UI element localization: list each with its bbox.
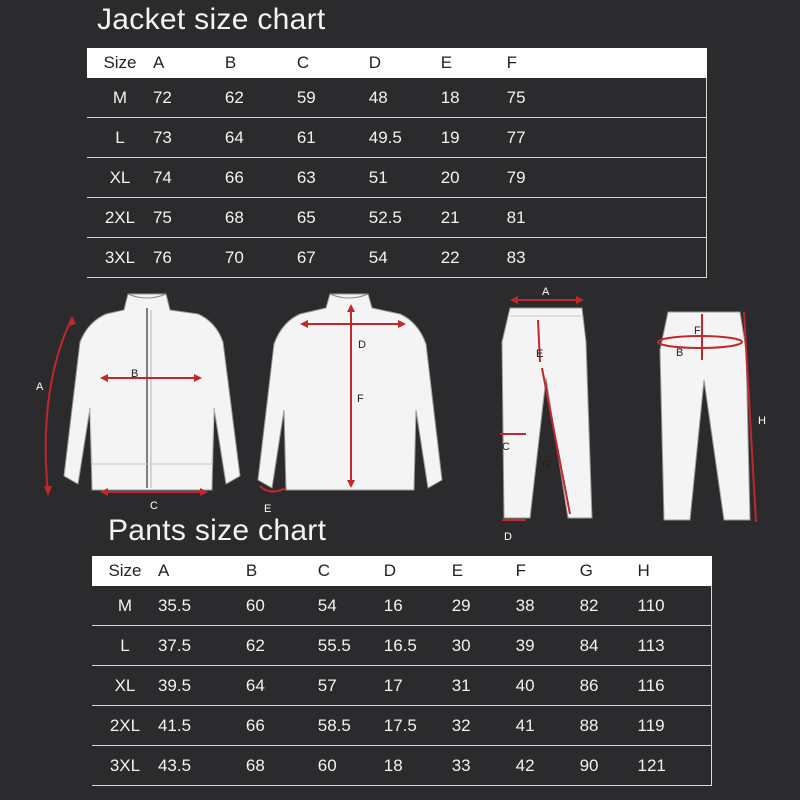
value-cell: 39 — [516, 626, 580, 666]
size-cell: L — [87, 118, 153, 158]
value-cell: 18 — [384, 746, 452, 786]
value-cell: 68 — [246, 746, 318, 786]
pants-table-header — [92, 556, 712, 586]
size-cell: XL — [92, 666, 158, 706]
table-row — [87, 238, 707, 278]
value-cell: 60 — [246, 586, 318, 626]
value-cell: 90 — [580, 746, 638, 786]
size-cell: 2XL — [92, 706, 158, 746]
label-b-pants: B — [676, 347, 684, 359]
value-cell: 30 — [452, 626, 516, 666]
table-row — [87, 78, 707, 118]
label-b: B — [131, 368, 139, 380]
label-f: F — [357, 393, 364, 405]
value-cell: 41 — [516, 706, 580, 746]
table-row — [92, 706, 712, 746]
pants-size-table — [92, 556, 712, 786]
value-cell: 18 — [441, 78, 507, 118]
table-row — [92, 626, 712, 666]
value-cell: 64 — [246, 666, 318, 706]
value-cell: 60 — [318, 746, 384, 786]
value-cell: 73 — [153, 118, 225, 158]
value-cell: 39.5 — [158, 666, 246, 706]
pants-header-b: B — [246, 556, 318, 586]
value-cell: 61 — [297, 118, 369, 158]
label-e-pants: E — [536, 348, 544, 360]
label-a: A — [36, 381, 44, 393]
size-cell: 3XL — [87, 238, 153, 278]
label-g: G — [542, 459, 551, 471]
table-row — [87, 158, 707, 198]
pants-header-c: C — [318, 556, 384, 586]
pants-header-e: E — [452, 556, 516, 586]
value-cell: 49.5 — [369, 118, 441, 158]
value-cell: 75 — [153, 198, 225, 238]
value-cell: 63 — [297, 158, 369, 198]
value-cell: 16.5 — [384, 626, 452, 666]
value-cell: 54 — [318, 586, 384, 626]
label-d-pants: D — [504, 531, 512, 543]
pants-header-size: Size — [92, 556, 158, 586]
value-cell: 84 — [580, 626, 638, 666]
jacket-header-b: B — [225, 48, 297, 78]
value-cell: 40 — [516, 666, 580, 706]
value-cell: 62 — [246, 626, 318, 666]
table-row — [87, 118, 707, 158]
value-cell: 64 — [225, 118, 297, 158]
value-cell: 72 — [153, 78, 225, 118]
value-cell: 86 — [580, 666, 638, 706]
value-cell: 121 — [638, 746, 712, 786]
value-cell: 55.5 — [318, 626, 384, 666]
label-e: E — [264, 503, 272, 515]
value-cell: 110 — [638, 586, 712, 626]
value-cell: 65 — [297, 198, 369, 238]
value-cell: 82 — [580, 586, 638, 626]
value-cell: 22 — [441, 238, 507, 278]
size-cell: 2XL — [87, 198, 153, 238]
pants-header-f: F — [516, 556, 580, 586]
table-row — [87, 198, 707, 238]
value-cell: 21 — [441, 198, 507, 238]
value-cell: 66 — [225, 158, 297, 198]
value-cell: 20 — [441, 158, 507, 198]
value-cell: 29 — [452, 586, 516, 626]
measure-e-line — [260, 486, 286, 492]
value-cell: 68 — [225, 198, 297, 238]
value-cell: 83 — [507, 238, 707, 278]
jacket-chart-title: Jacket size chart — [97, 3, 326, 36]
value-cell: 116 — [638, 666, 712, 706]
value-cell: 17.5 — [384, 706, 452, 746]
table-row — [92, 746, 712, 786]
value-cell: 38 — [516, 586, 580, 626]
size-cell: M — [87, 78, 153, 118]
value-cell: 58.5 — [318, 706, 384, 746]
value-cell: 57 — [318, 666, 384, 706]
pants-header-d: D — [384, 556, 452, 586]
value-cell: 77 — [507, 118, 707, 158]
table-row — [92, 586, 712, 626]
label-a-pants: A — [542, 286, 550, 298]
value-cell: 35.5 — [158, 586, 246, 626]
jacket-size-table — [87, 48, 707, 278]
value-cell: 41.5 — [158, 706, 246, 746]
value-cell: 66 — [246, 706, 318, 746]
jacket-table-header — [87, 48, 707, 78]
value-cell: 76 — [153, 238, 225, 278]
jacket-header-e: E — [441, 48, 507, 78]
value-cell: 48 — [369, 78, 441, 118]
jacket-back-illustration — [250, 290, 450, 520]
value-cell: 17 — [384, 666, 452, 706]
jacket-header-d: D — [369, 48, 441, 78]
value-cell: 81 — [507, 198, 707, 238]
size-cell: L — [92, 626, 158, 666]
value-cell: 79 — [507, 158, 707, 198]
label-c-pants: C — [502, 441, 510, 453]
size-cell: M — [92, 586, 158, 626]
value-cell: 119 — [638, 706, 712, 746]
value-cell: 37.5 — [158, 626, 246, 666]
label-f-pants: F — [694, 325, 701, 337]
value-cell: 32 — [452, 706, 516, 746]
jacket-header-f: F — [507, 48, 707, 78]
jacket-header-c: C — [297, 48, 369, 78]
value-cell: 88 — [580, 706, 638, 746]
table-row — [92, 666, 712, 706]
pants-front-illustration — [490, 282, 600, 544]
value-cell: 67 — [297, 238, 369, 278]
value-cell: 54 — [369, 238, 441, 278]
pants-header-g: G — [580, 556, 638, 586]
label-d: D — [358, 339, 366, 351]
value-cell: 16 — [384, 586, 452, 626]
label-c: C — [150, 500, 158, 512]
value-cell: 42 — [516, 746, 580, 786]
value-cell: 52.5 — [369, 198, 441, 238]
pants-chart-title: Pants size chart — [108, 514, 327, 547]
value-cell: 62 — [225, 78, 297, 118]
value-cell: 59 — [297, 78, 369, 118]
size-cell: XL — [87, 158, 153, 198]
jacket-front-illustration — [30, 288, 255, 512]
jacket-header-size: Size — [87, 48, 153, 78]
pants-header-h: H — [638, 556, 712, 586]
value-cell: 51 — [369, 158, 441, 198]
value-cell: 113 — [638, 626, 712, 666]
value-cell: 19 — [441, 118, 507, 158]
value-cell: 31 — [452, 666, 516, 706]
label-h: H — [758, 415, 766, 427]
value-cell: 33 — [452, 746, 516, 786]
size-cell: 3XL — [92, 746, 158, 786]
value-cell: 75 — [507, 78, 707, 118]
pants-header-a: A — [158, 556, 246, 586]
value-cell: 74 — [153, 158, 225, 198]
jacket-header-a: A — [153, 48, 225, 78]
value-cell: 43.5 — [158, 746, 246, 786]
value-cell: 70 — [225, 238, 297, 278]
pants-back-illustration — [650, 300, 780, 530]
